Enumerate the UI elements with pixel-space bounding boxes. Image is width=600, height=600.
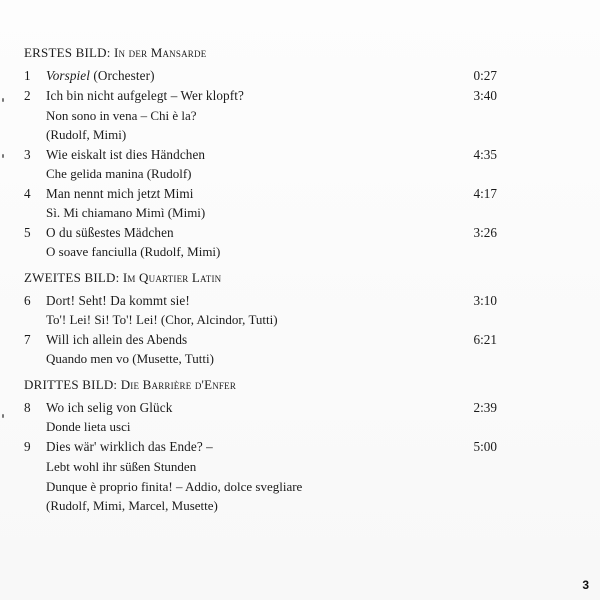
track-subline: Lebt wohl ihr süßen Stunden [46, 459, 197, 474]
section-heading-title: Im Quartier Latin [122, 270, 222, 285]
section-3 [24, 376, 544, 515]
track-number: 8 [24, 400, 31, 415]
track-subline: Che gelida manina (Rudolf) [46, 166, 192, 181]
track-duration: 6:21 [473, 332, 497, 347]
track-item [24, 184, 544, 222]
track-duration: 3:26 [473, 225, 497, 240]
track-subline: (Rudolf, Mimi, Marcel, Musette) [46, 498, 218, 513]
track-number: 9 [24, 439, 31, 454]
tracklist [24, 44, 544, 519]
track-title-text: Man nennt mich jetzt Mimi [46, 186, 194, 201]
scan-mark [2, 98, 4, 102]
scan-mark [2, 414, 4, 418]
track-item [24, 223, 544, 261]
track-item [24, 86, 544, 144]
section-heading [24, 376, 544, 394]
section-1 [24, 44, 544, 261]
track-number: 5 [24, 225, 31, 240]
track-item [24, 330, 544, 368]
track-duration: 0:27 [473, 68, 497, 83]
track-subline: Donde lieta usci [46, 419, 131, 434]
track-duration: 2:39 [473, 400, 497, 415]
track-duration: 4:17 [473, 186, 497, 201]
page-number: 3 [582, 578, 589, 592]
track-title-italic: Vorspiel [46, 68, 91, 83]
track-title-text: Wo ich selig von Glück [46, 400, 173, 415]
track-item [24, 66, 544, 85]
track-number: 1 [24, 68, 31, 83]
scan-mark [2, 154, 4, 158]
track-subline: Quando men vo (Musette, Tutti) [46, 351, 214, 366]
track-duration: 4:35 [473, 147, 497, 162]
track-title-text: (Orchester) [90, 68, 155, 83]
track-subline: Sì. Mi chiamano Mimì (Mimi) [46, 205, 206, 220]
track-title-text: Dort! Seht! Da kommt sie! [46, 293, 190, 308]
track-item [24, 398, 544, 436]
track-number: 4 [24, 186, 31, 201]
track-number: 6 [24, 293, 31, 308]
track-duration: 3:10 [473, 293, 497, 308]
track-item [24, 291, 544, 329]
track-title-text: O du süßestes Mädchen [46, 225, 174, 240]
section-heading-prefix: DRITTES BILD: [24, 377, 118, 392]
track-subline: O soave fanciulla (Rudolf, Mimi) [46, 244, 221, 259]
section-heading-prefix: ZWEITES BILD: [24, 270, 120, 285]
track-item [24, 437, 544, 515]
track-duration: 5:00 [473, 439, 497, 454]
track-duration: 3:40 [473, 88, 497, 103]
track-title-text: Dies wär' wirklich das Ende? – [46, 439, 213, 454]
track-title-text: Will ich allein des Abends [46, 332, 188, 347]
section-2 [24, 269, 544, 368]
track-subline: Non sono in vena – Chi è la? [46, 108, 197, 123]
track-subline: To'! Lei! Si! To'! Lei! (Chor, Alcindor, Tutti) [46, 312, 278, 327]
track-item [24, 145, 544, 183]
section-heading-title: Die Barrière d'Enfer [120, 377, 237, 392]
section-heading [24, 44, 544, 62]
track-title-text: Wie eiskalt ist dies Händchen [46, 147, 206, 162]
section-heading-prefix: ERSTES BILD: [24, 45, 111, 60]
section-heading-title: In der Mansarde [114, 45, 207, 60]
track-number: 2 [24, 88, 31, 103]
track-subline: Dunque è proprio finita! – Addio, dolce svegliare [46, 479, 303, 494]
section-heading [24, 269, 544, 287]
track-number: 7 [24, 332, 31, 347]
track-subline: (Rudolf, Mimi) [46, 127, 127, 142]
track-title-text: Ich bin nicht aufgelegt – Wer klopft? [46, 88, 244, 103]
track-number: 3 [24, 147, 31, 162]
